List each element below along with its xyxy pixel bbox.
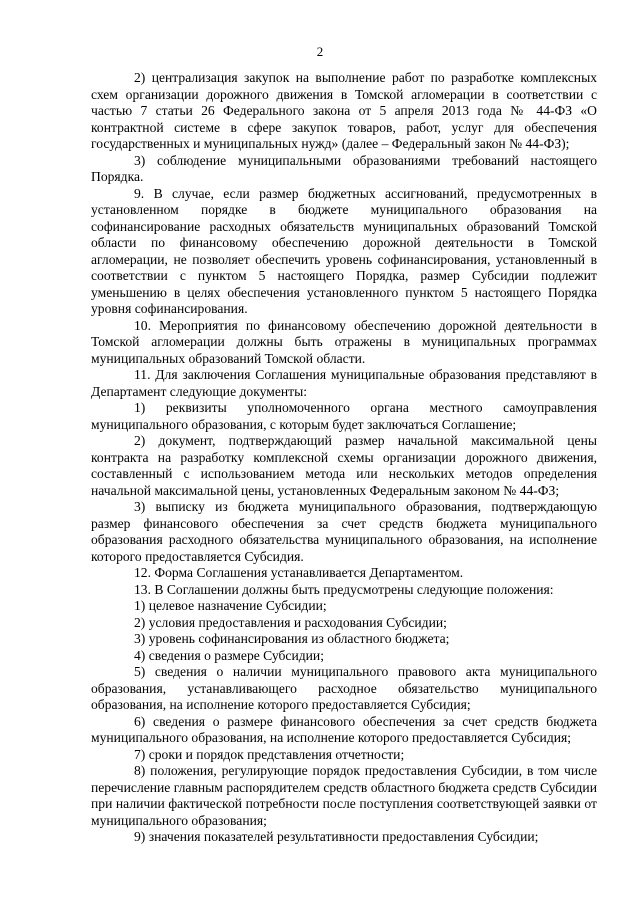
paragraph: 2) документ, подтверждающий размер начальной максимальной цены контракта на разработку комплексной схемы организации дорожного движения, составленный с использованием метода или нескольких методов определения начальной максимальной цены, установленных Федеральным законом № 44-ФЗ; bbox=[91, 433, 597, 498]
paragraph: 7) сроки и порядок представления отчетности; bbox=[134, 746, 405, 762]
paragraph: 2) централизация закупок на выполнение работ по разработке комплексных схем организации дорожного движения в Томской агломерации в соответствии с частью 7 статьи 26 Федерального закона от 5 апреля 2013 года № 44-ФЗ «О контрактной системе в сфере закупок товаров, работ, услуг для обеспечения государственных и муниципальных нужд» (далее – Федеральный закон № 44-ФЗ); bbox=[91, 70, 597, 151]
paragraph: 1) целевое назначение Субсидии; bbox=[134, 598, 327, 613]
paragraph: 3) выписку из бюджета муниципального образования, подтверждающую размер финансового обеспечения за счет средств бюджета муниципального образования расходного обязательства муниципального образования, на исполнение которого предоставляется Субсидия. bbox=[91, 499, 597, 564]
page-number: 2 bbox=[316, 44, 324, 59]
paragraph: 3) уровень софинансирования из областного бюджета; bbox=[134, 631, 450, 646]
paragraph: 4) сведения о размере Субсидии; bbox=[134, 647, 324, 663]
paragraph: 1) реквизиты уполномоченного органа местного самоуправления муниципального образования, с которым будет заключаться Соглашение; bbox=[91, 400, 597, 432]
paragraph: 12. Форма Соглашения устанавливается Департаментом. bbox=[134, 565, 464, 580]
paragraph: 13. В Соглашении должны быть предусмотрены следующие положения: bbox=[134, 581, 554, 597]
document-body bbox=[91, 70, 597, 846]
paragraph: 2) условия предоставления и расходования Субсидии; bbox=[134, 614, 447, 630]
paragraph: 6) сведения о размере финансового обеспечения за счет средств бюджета муниципального образования, на исполнение которого предоставляется Субсидия; bbox=[91, 713, 597, 745]
paragraph: 8) положения, регулирующие порядок предоставления Субсидии, в том числе перечисление главным распорядителем средств областного бюджета средств Субсидии при наличии фактической потребности после поступления соответствующей заявки от муниципального образования; bbox=[91, 763, 597, 828]
paragraph: 11. Для заключения Соглашения муниципальные образования представляют в Департамент следующие документы: bbox=[91, 367, 597, 399]
paragraph: 10. Мероприятия по финансовому обеспечению дорожной деятельности в Томской агломерации должны быть отражены в муниципальных программах муниципальных образований Томской области. bbox=[91, 317, 597, 366]
paragraph: 9. В случае, если размер бюджетных ассигнований, предусмотренных в установленном порядке в бюджете муниципального образования на софинансирование расходных обязательств муниципальных образований Томской области по финансовому обеспечению дорожной деятельности в Томской агломерации, не позволяет обеспечить уровень софинансирования, установленный в соответствии с пунктом 5 настоящего Порядка, размер Субсидии подлежит уменьшению в целях обеспечения установленного пунктом 5 настоящего Порядка уровня софинансирования. bbox=[91, 185, 597, 316]
paragraph: 3) соблюдение муниципальными образованиями требований настоящего Порядка. bbox=[91, 152, 597, 184]
paragraph: 9) значения показателей результативности предоставления Субсидии; bbox=[134, 829, 539, 844]
paragraph: 5) сведения о наличии муниципального правового акта муниципального образования, устанавливающего расходное обязательство муниципального образования, на исполнение которого предоставляется Субсидия; bbox=[91, 664, 597, 712]
